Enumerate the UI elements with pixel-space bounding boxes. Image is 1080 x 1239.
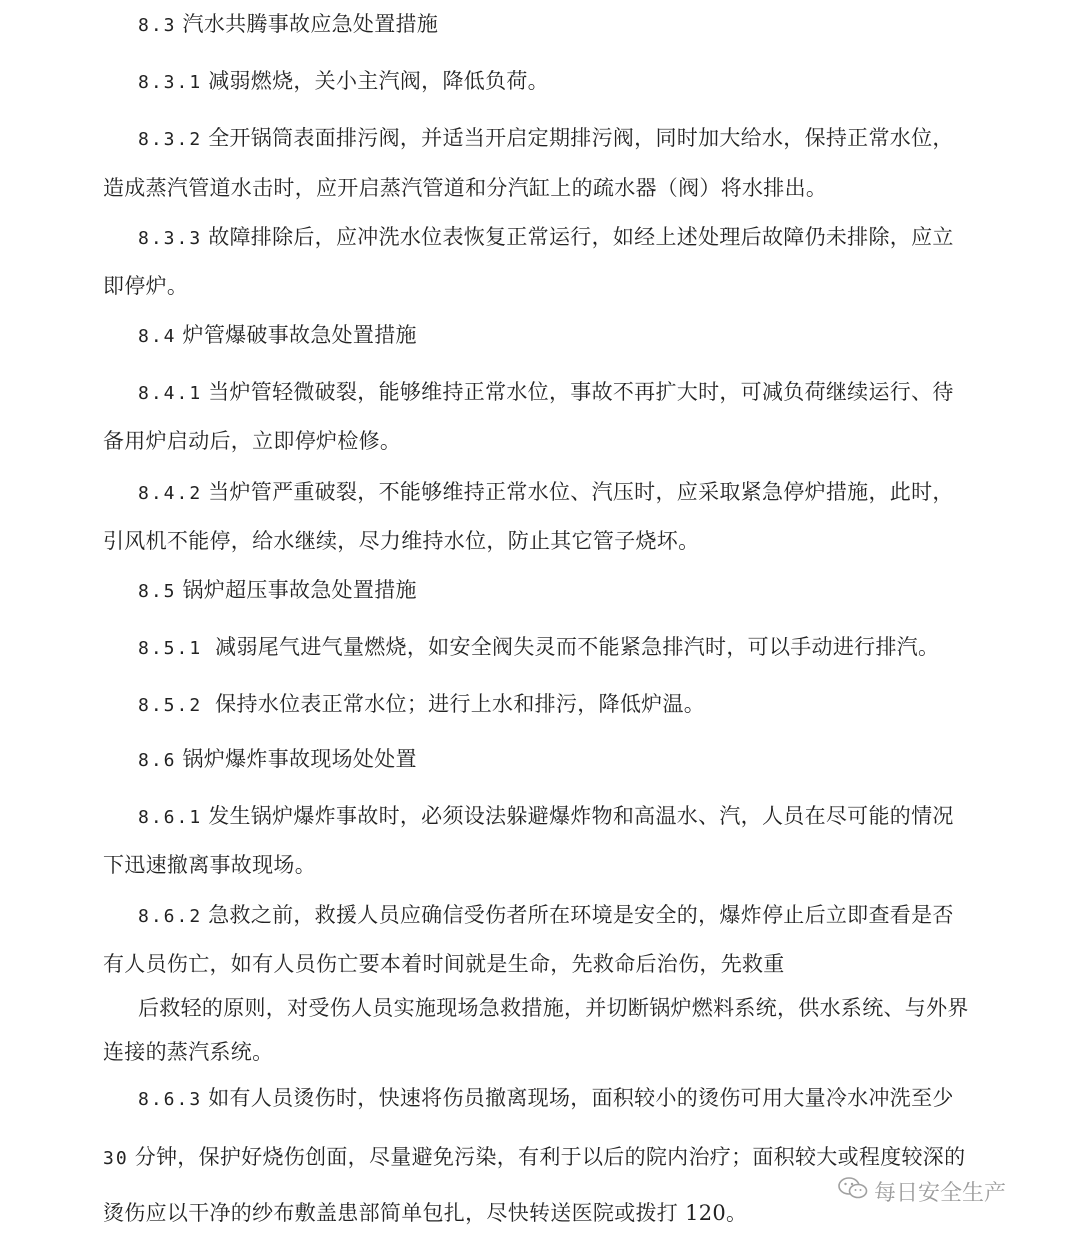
paragraph-line: 烫伤应以干净的纱布敷盖患部简单包扎，尽快转送医院或拨打 120。 (103, 1201, 748, 1225)
watermark (838, 1176, 1006, 1206)
paragraph-line: 8.5.1 减弱尾气进气量燃烧，如安全阀失灵而不能紧急排汽时，可以手动进行排汽。 (138, 635, 940, 659)
section-heading: 8.3 汽水共腾事故应急处置措施 (138, 12, 439, 36)
paragraph-line: 8.3.1 减弱燃烧，关小主汽阀，降低负荷。 (138, 69, 549, 93)
paragraph-line: 8.6.2 急救之前，救援人员应确信受伤者所在环境是安全的，爆炸停止后立即查看是否 (138, 903, 954, 927)
section-heading: 8.6 锅炉爆炸事故现场处处置 (138, 747, 417, 771)
paragraph-line: 8.6.3 如有人员烫伤时，快速将伤员撤离现场，面积较小的烫伤可用大量冷水冲洗至少 (138, 1086, 954, 1110)
paragraph-line: 8.5.2 保持水位表正常水位；进行上水和排污，降低炉温。 (138, 692, 706, 716)
watermark-text: 每日安全生产 (874, 1180, 1007, 1206)
section-heading: 8.5 锅炉超压事故急处置措施 (138, 578, 417, 602)
paragraph-line: 8.6.1 发生锅炉爆炸事故时，必须设法躲避爆炸物和高温水、汽，人员在尽可能的情况 (138, 804, 954, 828)
paragraph-line: 连接的蒸汽系统。 (103, 1040, 274, 1064)
paragraph-line: 8.4.2 当炉管严重破裂，不能够维持正常水位、汽压时，应采取紧急停炉措施，此时， (138, 480, 954, 504)
paragraph-line: 30 分钟，保护好烧伤创面，尽量避免污染，有利于以后的院内治疗；面积较大或程度较深的 (103, 1145, 966, 1169)
paragraph-line: 备用炉启动后，立即停炉检修。 (103, 429, 402, 453)
paragraph-line: 8.4.1 当炉管轻微破裂，能够维持正常水位，事故不再扩大时，可减负荷继续运行、待 (138, 380, 954, 404)
paragraph-line: 8.3.2 全开锅筒表面排污阀，并适当开启定期排污阀，同时加大给水，保持正常水位， (138, 126, 954, 150)
paragraph-line: 引风机不能停，给水继续，尽力维持水位，防止其它管子烧坏。 (103, 529, 700, 553)
paragraph-line: 有人员伤亡，如有人员伤亡要本着时间就是生命，先救命后治伤，先救重 (103, 952, 785, 976)
paragraph-line: 造成蒸汽管道水击时，应开启蒸汽管道和分汽缸上的疏水器（阀）将水排出。 (103, 176, 828, 200)
paragraph-line: 即停炉。 (103, 274, 189, 298)
wechat-icon (838, 1176, 874, 1206)
section-heading: 8.4 炉管爆破事故急处置措施 (138, 323, 417, 347)
paragraph-line: 下迅速撤离事故现场。 (103, 853, 316, 877)
paragraph-line: 后救轻的原则，对受伤人员实施现场急救措施，并切断锅炉燃料系统，供水系统、与外界 (138, 996, 969, 1020)
paragraph-line: 8.3.3 故障排除后，应冲洗水位表恢复正常运行，如经上述处理后故障仍未排除，应立 (138, 225, 954, 249)
